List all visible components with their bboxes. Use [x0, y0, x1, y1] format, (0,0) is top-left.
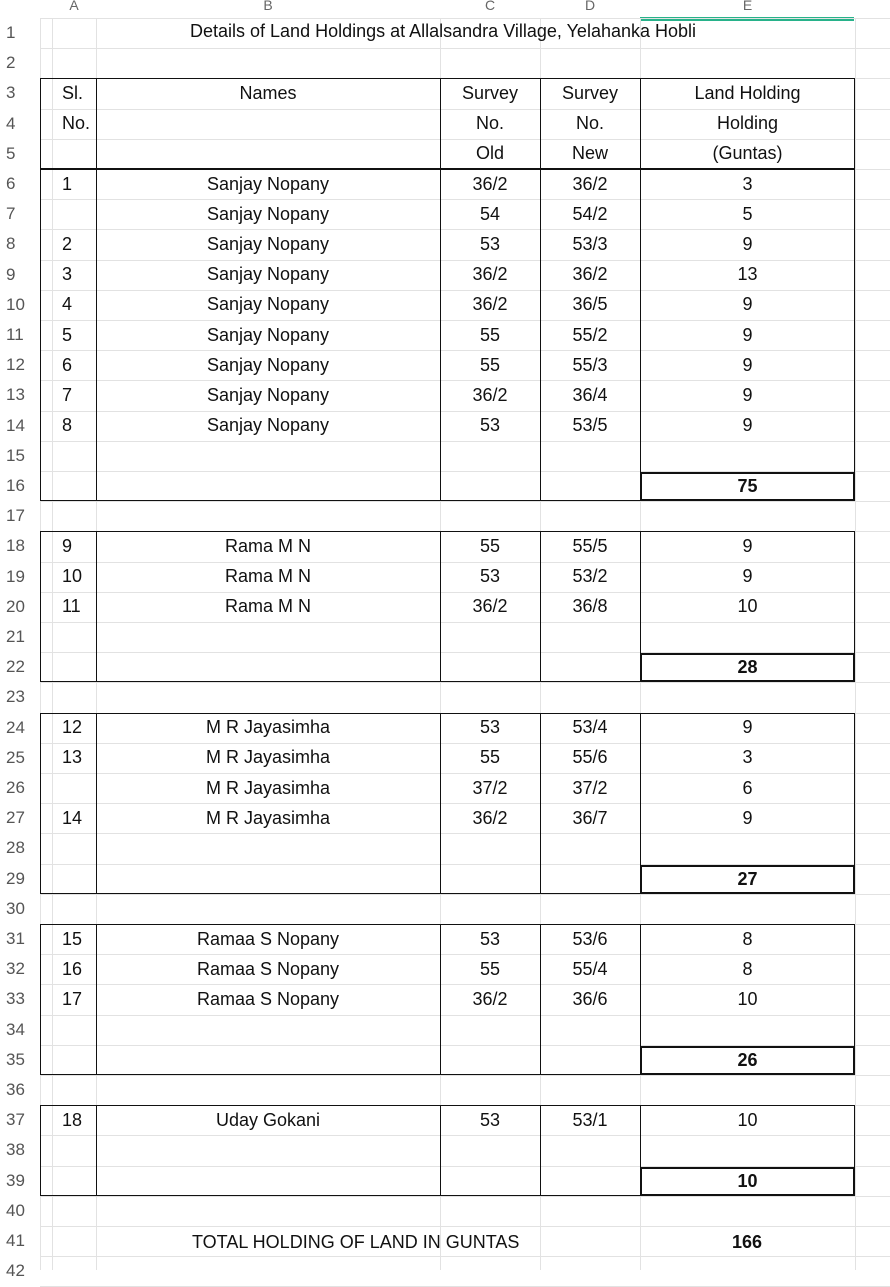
- holding-cell[interactable]: 6: [742, 777, 753, 798]
- survey-new-cell[interactable]: 36/2: [572, 173, 608, 194]
- holding-cell[interactable]: 10: [737, 596, 758, 617]
- survey-old-cell[interactable]: 53: [479, 717, 501, 738]
- column-header-c[interactable]: C: [484, 0, 496, 13]
- sl-no-cell[interactable]: 15: [62, 928, 83, 949]
- survey-old-cell[interactable]: 36/2: [472, 173, 508, 194]
- row-number[interactable]: 26: [6, 778, 25, 798]
- name-cell[interactable]: Ramaa S Nopany: [196, 988, 340, 1009]
- row-number[interactable]: 29: [6, 868, 25, 888]
- row-number[interactable]: 3: [6, 83, 16, 103]
- survey-old-cell[interactable]: 53: [479, 928, 501, 949]
- name-cell[interactable]: M R Jayasimha: [205, 777, 331, 798]
- grid-line: [40, 894, 890, 895]
- sheet-title: Details of Land Holdings at Allalsandra Village, Yelahanka Hobli: [190, 21, 697, 41]
- column-header-d[interactable]: D: [584, 0, 596, 13]
- header-survey-new: New: [571, 143, 608, 164]
- column-header-b[interactable]: B: [263, 0, 273, 13]
- name-cell[interactable]: Ramaa S Nopany: [196, 928, 340, 949]
- row-number[interactable]: 32: [6, 959, 25, 979]
- row-number[interactable]: 25: [6, 747, 25, 767]
- sl-no-cell[interactable]: 4: [62, 294, 73, 315]
- survey-new-cell[interactable]: 37/2: [572, 777, 608, 798]
- survey-new-cell[interactable]: 36/7: [572, 807, 608, 828]
- survey-old-cell[interactable]: 36/2: [472, 596, 508, 617]
- survey-old-cell[interactable]: 36/2: [472, 807, 508, 828]
- row-number[interactable]: 11: [6, 325, 24, 345]
- survey-old-cell[interactable]: 55: [479, 354, 501, 375]
- table-block-border: [40, 78, 855, 169]
- survey-old-cell[interactable]: 55: [479, 535, 501, 556]
- row-number[interactable]: 24: [6, 717, 25, 737]
- holding-cell[interactable]: 9: [742, 233, 753, 254]
- table-column-border: [440, 78, 441, 169]
- sl-no-cell[interactable]: 11: [62, 596, 81, 617]
- survey-old-cell[interactable]: 36/2: [472, 384, 508, 405]
- name-cell[interactable]: M R Jayasimha: [205, 747, 331, 768]
- survey-new-cell[interactable]: 55/4: [572, 958, 608, 979]
- holding-cell[interactable]: 3: [742, 747, 753, 768]
- survey-old-cell[interactable]: 37/2: [472, 777, 508, 798]
- row-number[interactable]: 20: [6, 596, 25, 616]
- sl-no-cell[interactable]: 9: [62, 535, 73, 556]
- header-survey-old: No.: [475, 113, 504, 134]
- table-column-border: [640, 78, 641, 169]
- sl-no-cell[interactable]: 13: [62, 747, 83, 768]
- row-number[interactable]: 15: [6, 445, 25, 465]
- name-cell[interactable]: Sanjay Nopany: [206, 294, 330, 315]
- survey-new-cell[interactable]: 55/5: [572, 535, 608, 556]
- sl-no-cell[interactable]: 6: [62, 354, 73, 375]
- row-number[interactable]: 27: [6, 808, 25, 828]
- row-number[interactable]: 38: [6, 1140, 25, 1160]
- sl-no-cell[interactable]: 3: [62, 264, 73, 285]
- row-number[interactable]: 13: [6, 385, 25, 405]
- name-cell[interactable]: Uday Gokani: [215, 1109, 321, 1130]
- header-survey-new: No.: [575, 113, 604, 134]
- name-cell[interactable]: Sanjay Nopany: [206, 203, 330, 224]
- survey-new-cell[interactable]: 54/2: [572, 203, 608, 224]
- row-number[interactable]: 22: [6, 657, 25, 677]
- sl-no-cell[interactable]: 14: [62, 807, 83, 828]
- grid-line: [40, 501, 890, 502]
- grid-line: [40, 1256, 890, 1257]
- survey-old-cell[interactable]: 53: [479, 415, 501, 436]
- sl-no-cell[interactable]: 7: [62, 384, 73, 405]
- grid-line: [40, 18, 890, 19]
- subtotal-cell[interactable]: 28: [640, 653, 855, 682]
- sl-no-cell[interactable]: 18: [62, 1109, 83, 1130]
- row-number[interactable]: 5: [6, 143, 16, 163]
- header-land-holding: (Guntas): [712, 143, 783, 164]
- survey-new-cell[interactable]: 53/2: [572, 566, 608, 587]
- header-land-holding: Holding: [716, 113, 779, 134]
- survey-new-cell[interactable]: 53/5: [572, 415, 608, 436]
- survey-old-cell[interactable]: 36/2: [472, 294, 508, 315]
- grid-line: [40, 1075, 890, 1076]
- header-land-holding: Land Holding: [694, 82, 801, 103]
- row-number[interactable]: 28: [6, 838, 25, 858]
- grid-line: [855, 18, 856, 1270]
- header-names: Names: [239, 82, 297, 103]
- grid-line: [40, 682, 890, 683]
- survey-new-cell[interactable]: 53/4: [572, 717, 608, 738]
- holding-cell[interactable]: 9: [742, 294, 753, 315]
- survey-new-cell[interactable]: 36/8: [572, 596, 608, 617]
- row-number[interactable]: 34: [6, 1019, 25, 1039]
- row-number[interactable]: 35: [6, 1049, 25, 1069]
- holding-cell[interactable]: 9: [742, 415, 753, 436]
- row-number[interactable]: 7: [6, 204, 16, 224]
- survey-new-cell[interactable]: 55/3: [572, 354, 608, 375]
- holding-cell[interactable]: 8: [742, 928, 753, 949]
- name-cell[interactable]: Ramaa S Nopany: [196, 958, 340, 979]
- subtotal-cell[interactable]: 10: [640, 1167, 855, 1196]
- survey-new-cell[interactable]: 36/2: [572, 264, 608, 285]
- survey-old-cell[interactable]: 55: [479, 324, 501, 345]
- holding-cell[interactable]: 9: [742, 354, 753, 375]
- holding-cell[interactable]: 5: [742, 203, 753, 224]
- name-cell[interactable]: Sanjay Nopany: [206, 384, 330, 405]
- survey-new-cell[interactable]: 36/4: [572, 384, 608, 405]
- subtotal-cell[interactable]: 75: [640, 472, 855, 501]
- row-number[interactable]: 23: [6, 687, 25, 707]
- row-number[interactable]: 36: [6, 1080, 25, 1100]
- table-column-border: [540, 78, 541, 169]
- row-number[interactable]: 10: [6, 294, 25, 314]
- row-number[interactable]: 9: [6, 264, 16, 284]
- name-cell[interactable]: M R Jayasimha: [205, 717, 331, 738]
- grid-line: [40, 48, 890, 49]
- name-cell[interactable]: M R Jayasimha: [205, 807, 331, 828]
- survey-old-cell[interactable]: 53: [479, 233, 501, 254]
- holding-cell[interactable]: 8: [742, 958, 753, 979]
- row-number[interactable]: 8: [6, 234, 16, 254]
- row-number[interactable]: 33: [6, 989, 25, 1009]
- header-survey-old: Survey: [461, 82, 519, 103]
- survey-new-cell[interactable]: 55/6: [572, 747, 608, 768]
- name-cell[interactable]: Sanjay Nopany: [206, 233, 330, 254]
- grid-line: [40, 1226, 890, 1227]
- holding-cell[interactable]: 9: [742, 324, 753, 345]
- survey-old-cell[interactable]: 55: [479, 958, 501, 979]
- holding-cell[interactable]: 10: [737, 988, 758, 1009]
- survey-old-cell[interactable]: 36/2: [472, 264, 508, 285]
- holding-cell[interactable]: 9: [742, 566, 753, 587]
- sl-no-cell[interactable]: 2: [62, 233, 73, 254]
- row-number[interactable]: 1: [6, 23, 16, 43]
- holding-cell[interactable]: 10: [737, 1109, 758, 1130]
- row-number[interactable]: 19: [6, 566, 25, 586]
- sl-no-cell[interactable]: 10: [62, 566, 83, 587]
- survey-old-cell[interactable]: 54: [479, 203, 501, 224]
- survey-old-cell[interactable]: 53: [479, 1109, 501, 1130]
- row-number[interactable]: 6: [6, 174, 16, 194]
- survey-new-cell[interactable]: 36/5: [572, 294, 608, 315]
- header-survey-new: Survey: [561, 82, 619, 103]
- name-cell[interactable]: Rama M N: [224, 596, 311, 617]
- holding-cell[interactable]: 9: [742, 807, 753, 828]
- name-cell[interactable]: Sanjay Nopany: [206, 173, 330, 194]
- row-number[interactable]: 18: [6, 536, 25, 556]
- name-cell[interactable]: Rama M N: [224, 535, 311, 556]
- row-number[interactable]: 40: [6, 1200, 25, 1220]
- row-number[interactable]: 37: [6, 1110, 25, 1130]
- row-number[interactable]: 2: [6, 53, 16, 73]
- table-column-border: [96, 78, 97, 169]
- row-number[interactable]: 12: [6, 355, 25, 375]
- survey-old-cell[interactable]: 55: [479, 747, 501, 768]
- row-number[interactable]: 42: [6, 1261, 25, 1281]
- row-number[interactable]: 31: [6, 929, 25, 949]
- holding-cell[interactable]: 13: [737, 264, 758, 285]
- name-cell[interactable]: Sanjay Nopany: [206, 324, 330, 345]
- sl-no-cell[interactable]: 5: [62, 324, 73, 345]
- survey-new-cell[interactable]: 36/6: [572, 988, 608, 1009]
- header-survey-old: Old: [475, 143, 504, 164]
- survey-new-cell[interactable]: 55/2: [572, 324, 608, 345]
- holding-cell[interactable]: 9: [742, 535, 753, 556]
- name-cell[interactable]: Sanjay Nopany: [206, 264, 330, 285]
- row-number[interactable]: 30: [6, 898, 25, 918]
- grid-line: [40, 1196, 890, 1197]
- subtotal-cell[interactable]: 27: [640, 865, 855, 894]
- sl-no-cell[interactable]: 12: [62, 717, 83, 738]
- survey-new-cell[interactable]: 53/6: [572, 928, 608, 949]
- sl-no-cell[interactable]: 16: [62, 958, 83, 979]
- holding-cell[interactable]: 3: [742, 173, 753, 194]
- holding-cell[interactable]: 9: [742, 717, 753, 738]
- row-number[interactable]: 21: [6, 627, 25, 647]
- sl-no-cell[interactable]: 1: [62, 173, 73, 194]
- grand-total-label: TOTAL HOLDING OF LAND IN GUNTAS: [192, 1232, 520, 1252]
- name-cell[interactable]: Sanjay Nopany: [206, 415, 330, 436]
- name-cell[interactable]: Rama M N: [224, 566, 311, 587]
- row-number[interactable]: 16: [6, 476, 25, 496]
- header-sl-no: Sl.: [62, 82, 84, 103]
- column-header-a[interactable]: A: [69, 0, 79, 13]
- sl-no-cell[interactable]: 8: [62, 415, 73, 436]
- sl-no-cell[interactable]: 17: [62, 988, 83, 1009]
- survey-old-cell[interactable]: 53: [479, 566, 501, 587]
- header-sl-no: No.: [62, 113, 91, 134]
- subtotal-cell[interactable]: 26: [640, 1046, 855, 1075]
- column-header-e[interactable]: E: [742, 0, 753, 13]
- row-number[interactable]: 41: [6, 1231, 25, 1251]
- grand-total-value[interactable]: 166: [732, 1232, 763, 1252]
- row-number[interactable]: 14: [6, 415, 25, 435]
- survey-new-cell[interactable]: 53/3: [572, 233, 608, 254]
- row-number[interactable]: 4: [6, 113, 16, 133]
- row-number[interactable]: 17: [6, 506, 25, 526]
- holding-cell[interactable]: 9: [742, 384, 753, 405]
- row-number[interactable]: 39: [6, 1170, 25, 1190]
- survey-old-cell[interactable]: 36/2: [472, 988, 508, 1009]
- name-cell[interactable]: Sanjay Nopany: [206, 354, 330, 375]
- survey-new-cell[interactable]: 53/1: [572, 1109, 608, 1130]
